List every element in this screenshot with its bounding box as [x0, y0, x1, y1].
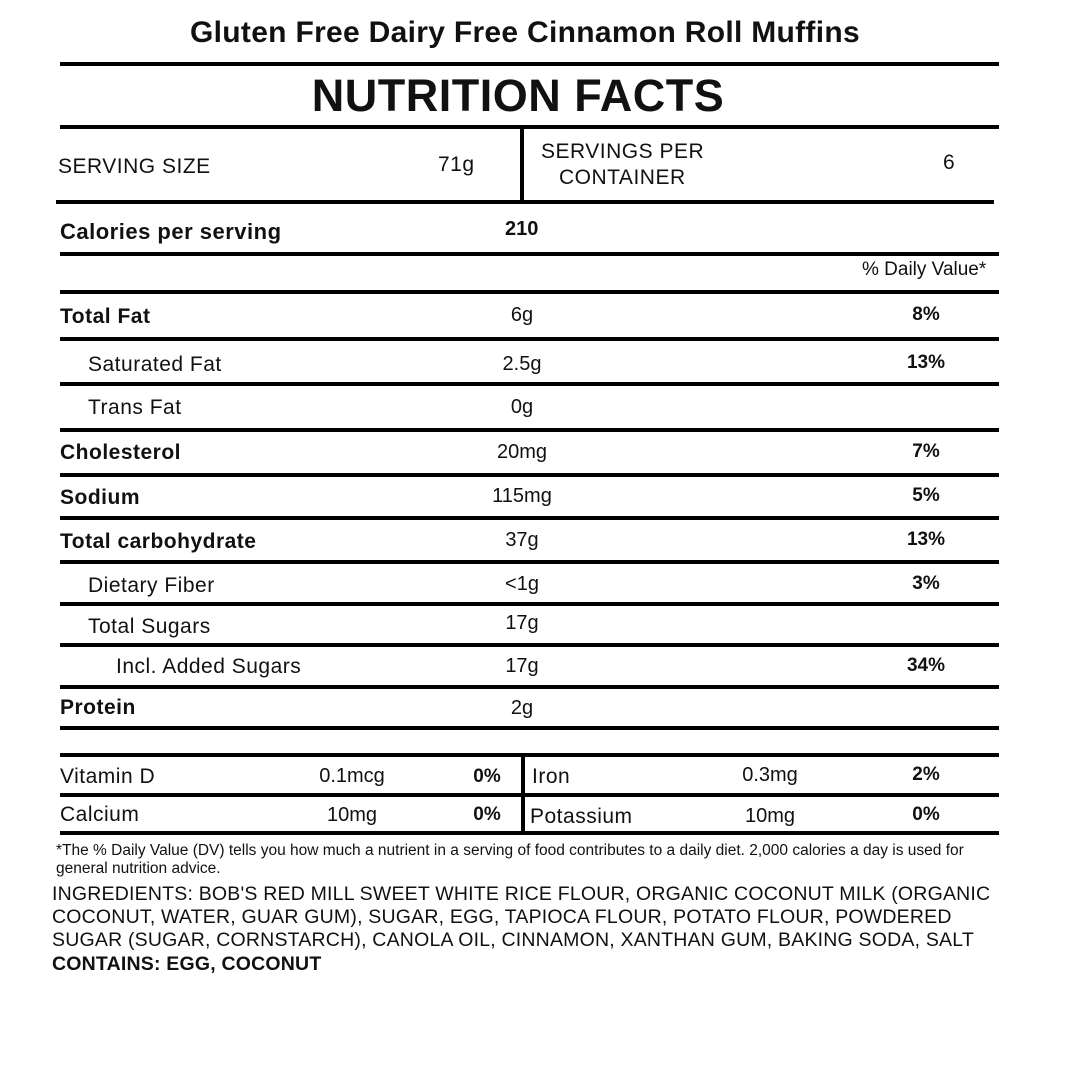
ingredients-text: INGREDIENTS: BOB'S RED MILL SWEET WHITE RICE FLOUR, ORGANIC COCONUT MILK (ORGANIC COCONUT, WATER, GUAR GUM), SUGAR, EGG, TAPIOCA FLOUR, POTATO FLOUR, POWDERED SUGAR (SUGAR, CORNSTARCH), CANOLA OIL, CINNAMON, XANTHAN GUM, BAKING SODA, SALT — [52, 883, 991, 951]
product-title: Gluten Free Dairy Free Cinnamon Roll Muffins — [190, 16, 860, 49]
mineral-dv-vitamin-d: 0% — [473, 766, 501, 787]
mineral-amount-iron: 0.3mg — [742, 764, 798, 786]
servings-per-container-label-line2: CONTAINER — [559, 166, 686, 189]
divider — [60, 252, 999, 256]
divider — [60, 560, 999, 564]
nutrient-amount-trans-fat: 0g — [510, 396, 534, 418]
serving-size-value: 71g — [438, 153, 475, 176]
nutrient-label-added-sugars: Incl. Added Sugars — [116, 655, 302, 678]
divider — [60, 125, 999, 129]
nutrient-dv-cholesterol: 7% — [912, 441, 940, 462]
mineral-label-calcium: Calcium — [60, 803, 140, 826]
allergen-contains: CONTAINS: EGG, COCONUT — [52, 953, 322, 975]
divider-vertical — [520, 127, 524, 203]
nutrient-amount-total-carbohydrate: 37g — [505, 529, 539, 551]
nutrient-dv-dietary-fiber: 3% — [912, 573, 940, 594]
mineral-label-potassium: Potassium — [530, 805, 633, 828]
nutrient-label-protein: Protein — [60, 696, 136, 719]
nutrient-dv-saturated-fat: 13% — [906, 352, 946, 373]
nutrient-dv-total-fat: 8% — [912, 304, 940, 325]
nutrient-amount-cholesterol: 20mg — [496, 441, 548, 463]
nutrient-amount-saturated-fat: 2.5g — [502, 353, 542, 375]
servings-per-container-value: 6 — [943, 151, 956, 174]
nutrient-label-dietary-fiber: Dietary Fiber — [88, 574, 215, 597]
nutrient-amount-total-sugars: 17g — [505, 612, 539, 634]
divider — [60, 473, 999, 477]
mineral-dv-iron: 2% — [912, 764, 940, 785]
nutrient-label-sodium: Sodium — [60, 486, 140, 509]
nutrient-dv-sodium: 5% — [912, 485, 940, 506]
daily-value-header: % Daily Value* — [862, 259, 987, 280]
divider — [60, 428, 999, 432]
divider — [60, 753, 999, 757]
calories-value: 210 — [505, 218, 539, 240]
nutrient-amount-dietary-fiber: <1g — [505, 573, 539, 595]
divider — [60, 793, 999, 797]
nutrient-amount-sodium: 115mg — [492, 485, 552, 507]
divider — [60, 290, 999, 294]
mineral-amount-potassium: 10mg — [744, 805, 796, 827]
mineral-label-vitamin-d: Vitamin D — [60, 765, 156, 788]
nutrient-dv-total-carbohydrate: 13% — [906, 529, 946, 550]
nutrient-dv-added-sugars: 34% — [906, 655, 946, 676]
divider — [60, 643, 999, 647]
divider — [60, 337, 999, 341]
divider — [60, 382, 999, 386]
divider — [60, 62, 999, 66]
mineral-amount-calcium: 10mg — [326, 804, 378, 826]
nutrient-amount-protein: 2g — [510, 697, 534, 719]
mineral-label-iron: Iron — [532, 765, 571, 788]
divider — [60, 516, 999, 520]
divider — [60, 602, 999, 606]
nutrient-amount-total-fat: 6g — [510, 304, 534, 326]
mineral-dv-calcium: 0% — [473, 804, 501, 825]
divider — [60, 831, 999, 835]
divider — [56, 200, 994, 204]
nutrition-facts-heading: NUTRITION FACTS — [311, 70, 725, 121]
mineral-amount-vitamin-d: 0.1mcg — [319, 765, 385, 787]
nutrient-label-saturated-fat: Saturated Fat — [88, 353, 222, 376]
nutrient-amount-added-sugars: 17g — [505, 655, 539, 677]
nutrient-label-total-fat: Total Fat — [60, 305, 151, 328]
calories-label: Calories per serving — [60, 219, 282, 244]
servings-per-container-label-line1: SERVINGS PER — [541, 140, 705, 163]
divider — [60, 685, 999, 689]
serving-size-label: SERVING SIZE — [58, 155, 211, 178]
daily-value-footnote: *The % Daily Value (DV) tells you how much a nutrient in a serving of food contributes to a daily diet. 2,000 calories a day is used for general nutrition advice. — [56, 842, 964, 877]
nutrient-label-total-carbohydrate: Total carbohydrate — [60, 530, 257, 553]
divider — [60, 726, 999, 730]
mineral-dv-potassium: 0% — [912, 804, 940, 825]
nutrient-label-cholesterol: Cholesterol — [60, 441, 182, 464]
nutrient-label-total-sugars: Total Sugars — [88, 615, 211, 638]
nutrient-label-trans-fat: Trans Fat — [88, 396, 182, 419]
